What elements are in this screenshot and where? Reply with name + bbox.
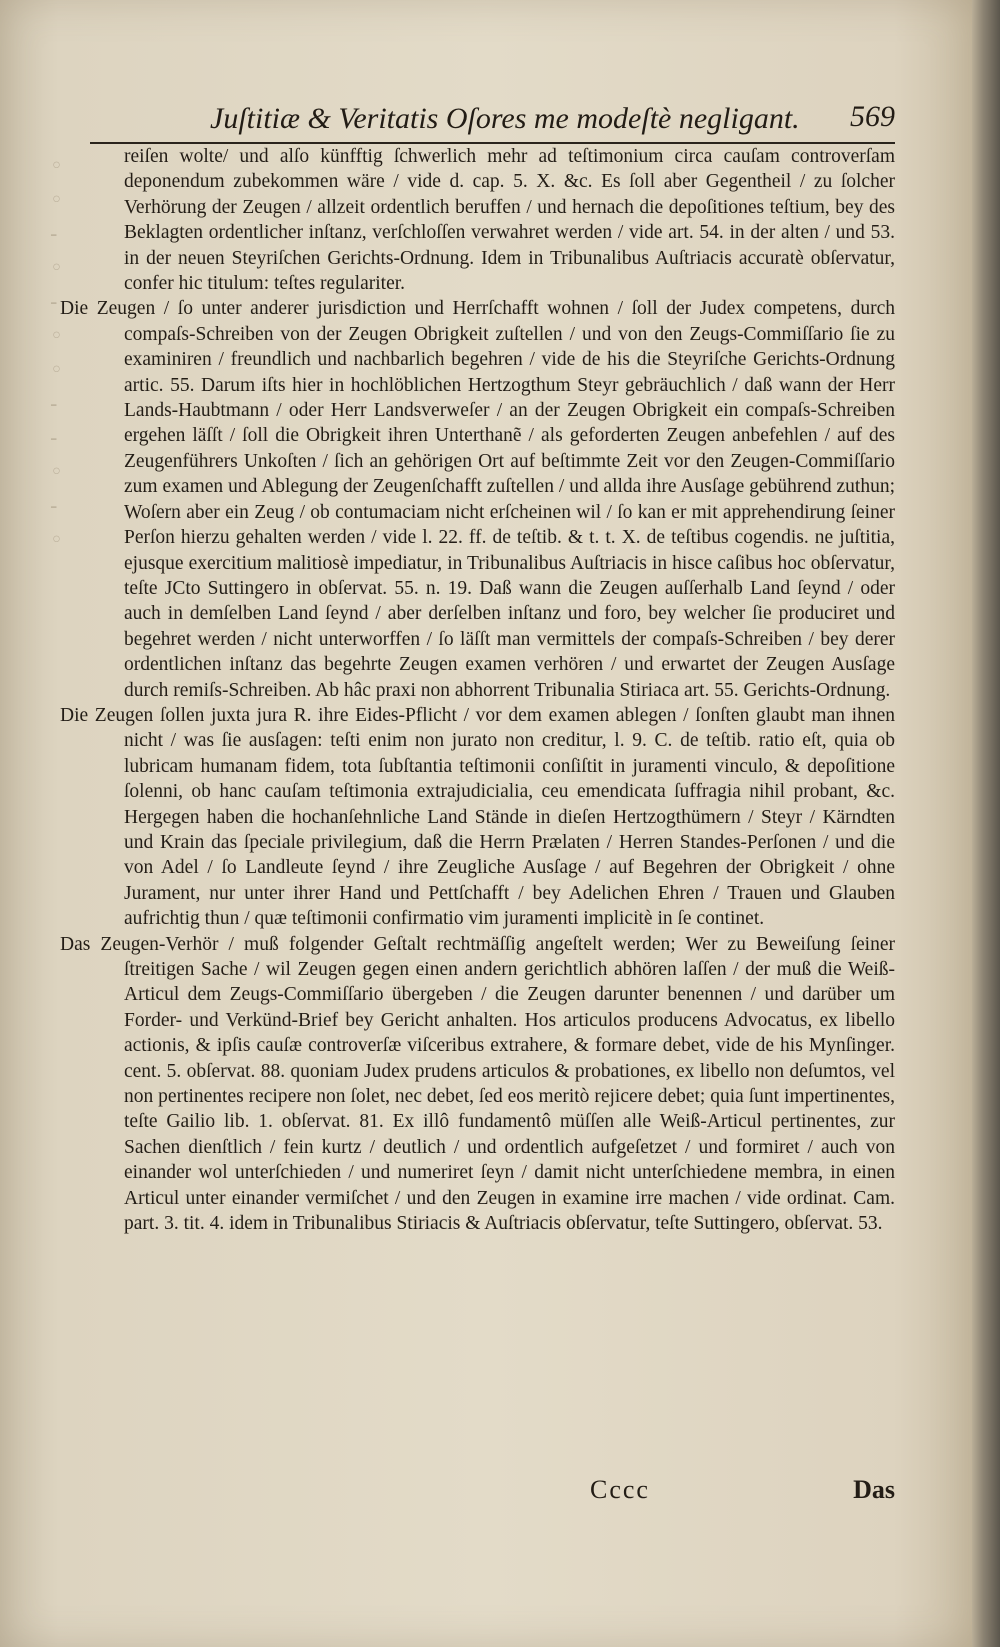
- signature-mark: Cccc: [590, 1475, 650, 1504]
- paragraph-zeugen-eidespflicht: Die Zeugen ſollen juxta jura R. ihre Eides-Pflicht / vor dem examen ablegen / ſonſten glaubt man ihnen nicht / was ſie ausſagen: teſti enim non jurato non creditur, l. 9. C. de teſtib. ratio eſt, quia ob lubricam humanam fidem, tota ſubſtantia teſtimonii conſiſtit in juramenti vinculo, & depoſitione ſolenni, ob hanc cauſam teſtimonia extrajudicialia, ceu emendicata ſuffragia nihil probant, &c. Hergegen haben die hochanſehnliche Land Stände in dieſen Hertzogthümern / Steyr / Kärndten und Krain das ſpeciale privilegium, daß die Herrn Prælaten / Herren Standes-Perſonen / und die von Adel / ſo Landleute ſeynd / ihre Zeugliche Ausſage / auf Begehren der Obrigkeit / ohne Jurament, nur unter ihrer Hand und Pettſchafft / bey Adelichen Ehren / Trauen und Glauben aufrichtig thun / quæ teſtimonii confirmatio vim juramenti implicitè in ſe continet.: [60, 704, 895, 930]
- running-header: [90, 98, 895, 144]
- page-edge-shadow: [972, 0, 1000, 1647]
- paragraph-zeugen-verhoer: Das Zeugen-Verhör / muß folgender Geſtalt rechtmäſſig angeſtelt werden; Wer zu Beweiſung ſeiner ſtreitigen Sache / wil Zeugen gegen einen andern gerichtlich abhören laſſen / der muß die Weiß-Articul dem Zeugs-Commiſſario übergeben / die Zeugen darunter benennen / und darüber um Forder- und Verkünd-Brief bey Gericht anhalten. Hos articulos producens Advocatus, ex libello actionis, & ipſis cauſæ controverſæ viſceribus extrahere, & formare debet, vide de his Mynſinger. cent. 5. obſervat. 88. quoniam Judex prudens articulos & probationes, ex libello non deſumtos, vel non pertinentes recipere non ſolet, nec debet, ſed eos meritò rejicere debet; quia ſunt impertinentes, teſte Gailio lib. 1. obſervat. 81. Ex illô fundamentô müſſen alle Weiß-Articul pertinentes, zur Sachen dienſtlich / fein kurtz / deutlich / und ordentlich aufgeſetzet / und formiret / auch von einander wol unterſchieden / und numeriret ſeyn / damit nicht unterſchiedene membra, in einen Articul unter einander vermiſchet / und den Zeugen in examine irre machen / vide ordinat. Cam. part. 3. tit. 4. idem in Tribunalibus Stiriacis & Auſtriacis obſervatur, teſte Suttingero, obſervat. 53.: [60, 933, 895, 1235]
- body-text: [60, 144, 895, 1236]
- running-title: Juſtitiæ & Veritatis Oſores me modeſtè negligant.: [210, 102, 800, 135]
- page-number: 569: [850, 100, 895, 133]
- paragraph-continuation: reiſen wolte/ und alſo künfftig ſchwerlich mehr ad teſtimonium circa cauſam controverſam deponendum zubekommen wäre / vide d. cap. 5. X. &c. Es ſoll aber Gegentheil / zu ſolcher Verhörung der Zeugen / allzeit ordentlich beruffen / und hernach die depoſitiones teſtium, bey des Beklagten ordentlicher inſtanz, verſchloſſen verwahret werden / vide art. 54. in der alten / und 53. in der neuen Steyriſchen Gerichts-Ordnung. Idem in Tribunalibus Auſtriacis accuratè obſervatur, confer hic titulum: teſtes regulariter.: [124, 146, 895, 295]
- catchword: Das: [853, 1475, 895, 1504]
- page-footer: [90, 1475, 895, 1515]
- paragraph-zeugen-jurisdiction: Die Zeugen / ſo unter anderer jurisdiction und Herrſchafft wohnen / ſoll der Judex competens, durch compaſs-Schreiben von der Zeugen Obrigkeit zuſtellen / und von den Zeugs-Commiſſario ſie zu examiniren / freundlich und nachbarlich begehren / vide de his die Steyriſche Gerichts-Ordnung artic. 55. Darum iſts hier in hochlöblichen Hertzogthum Steyr gebräuchlich / daß wann der Herr Lands-Haubtmann / oder Herr Landsverweſer / an der Zeugen Obrigkeit ein compaſs-Schreiben ergehen läſſt / ſoll die Obrigkeit ihren Unterthanẽ / als geforderten Zeugen anbefehlen / auf des Zeugenführers Unkoſten / ſich an gehörigen Ort auf beſtimmte Zeit vor den Zeugen-Commiſſario zum examen und Ablegung der Zeugenſchafft zuſtellen / und allda ihre Ausſage gebührend zuthun; Woſern aber ein Zeug / ob contumaciam nicht erſcheinen wil / ſo kan er mit apprehendirung ſeiner Perſon hierzu gehalten werden / vide l. 22. ff. de teſtib. & t. t. X. de teſtibus cogendis. ne juſtitia, ejusque exercitium malitiosè impediatur, in Tribunalibus Auſtriacis in hisce caſibus hoc obſervatur, teſte JCto Suttingero in obſervat. 55. n. 19. Daß wann die Zeugen auſſerhalb Land ſeynd / oder auch in demſelben Land ſeynd / aber derſelben inſtanz und foro, bey welcher ſie produciret und begehret werden / nicht unterworffen / ſo läſſt man vermittels der compaſs-Schreiben / bey derer ordentlichen inſtanz das begehrte Zeugen examen verhören / und erwartet der Zeugen Ausſage durch remiſs-Schreiben. Ab hâc praxi non abhorrent Tribunalia Stiriaca art. 55. Gerichts-Ordnung.: [60, 298, 895, 701]
- show-through-ghost-text: ◦ ◦ - ◦ - ◦ ◦ - - ◦ - ◦: [50, 154, 63, 553]
